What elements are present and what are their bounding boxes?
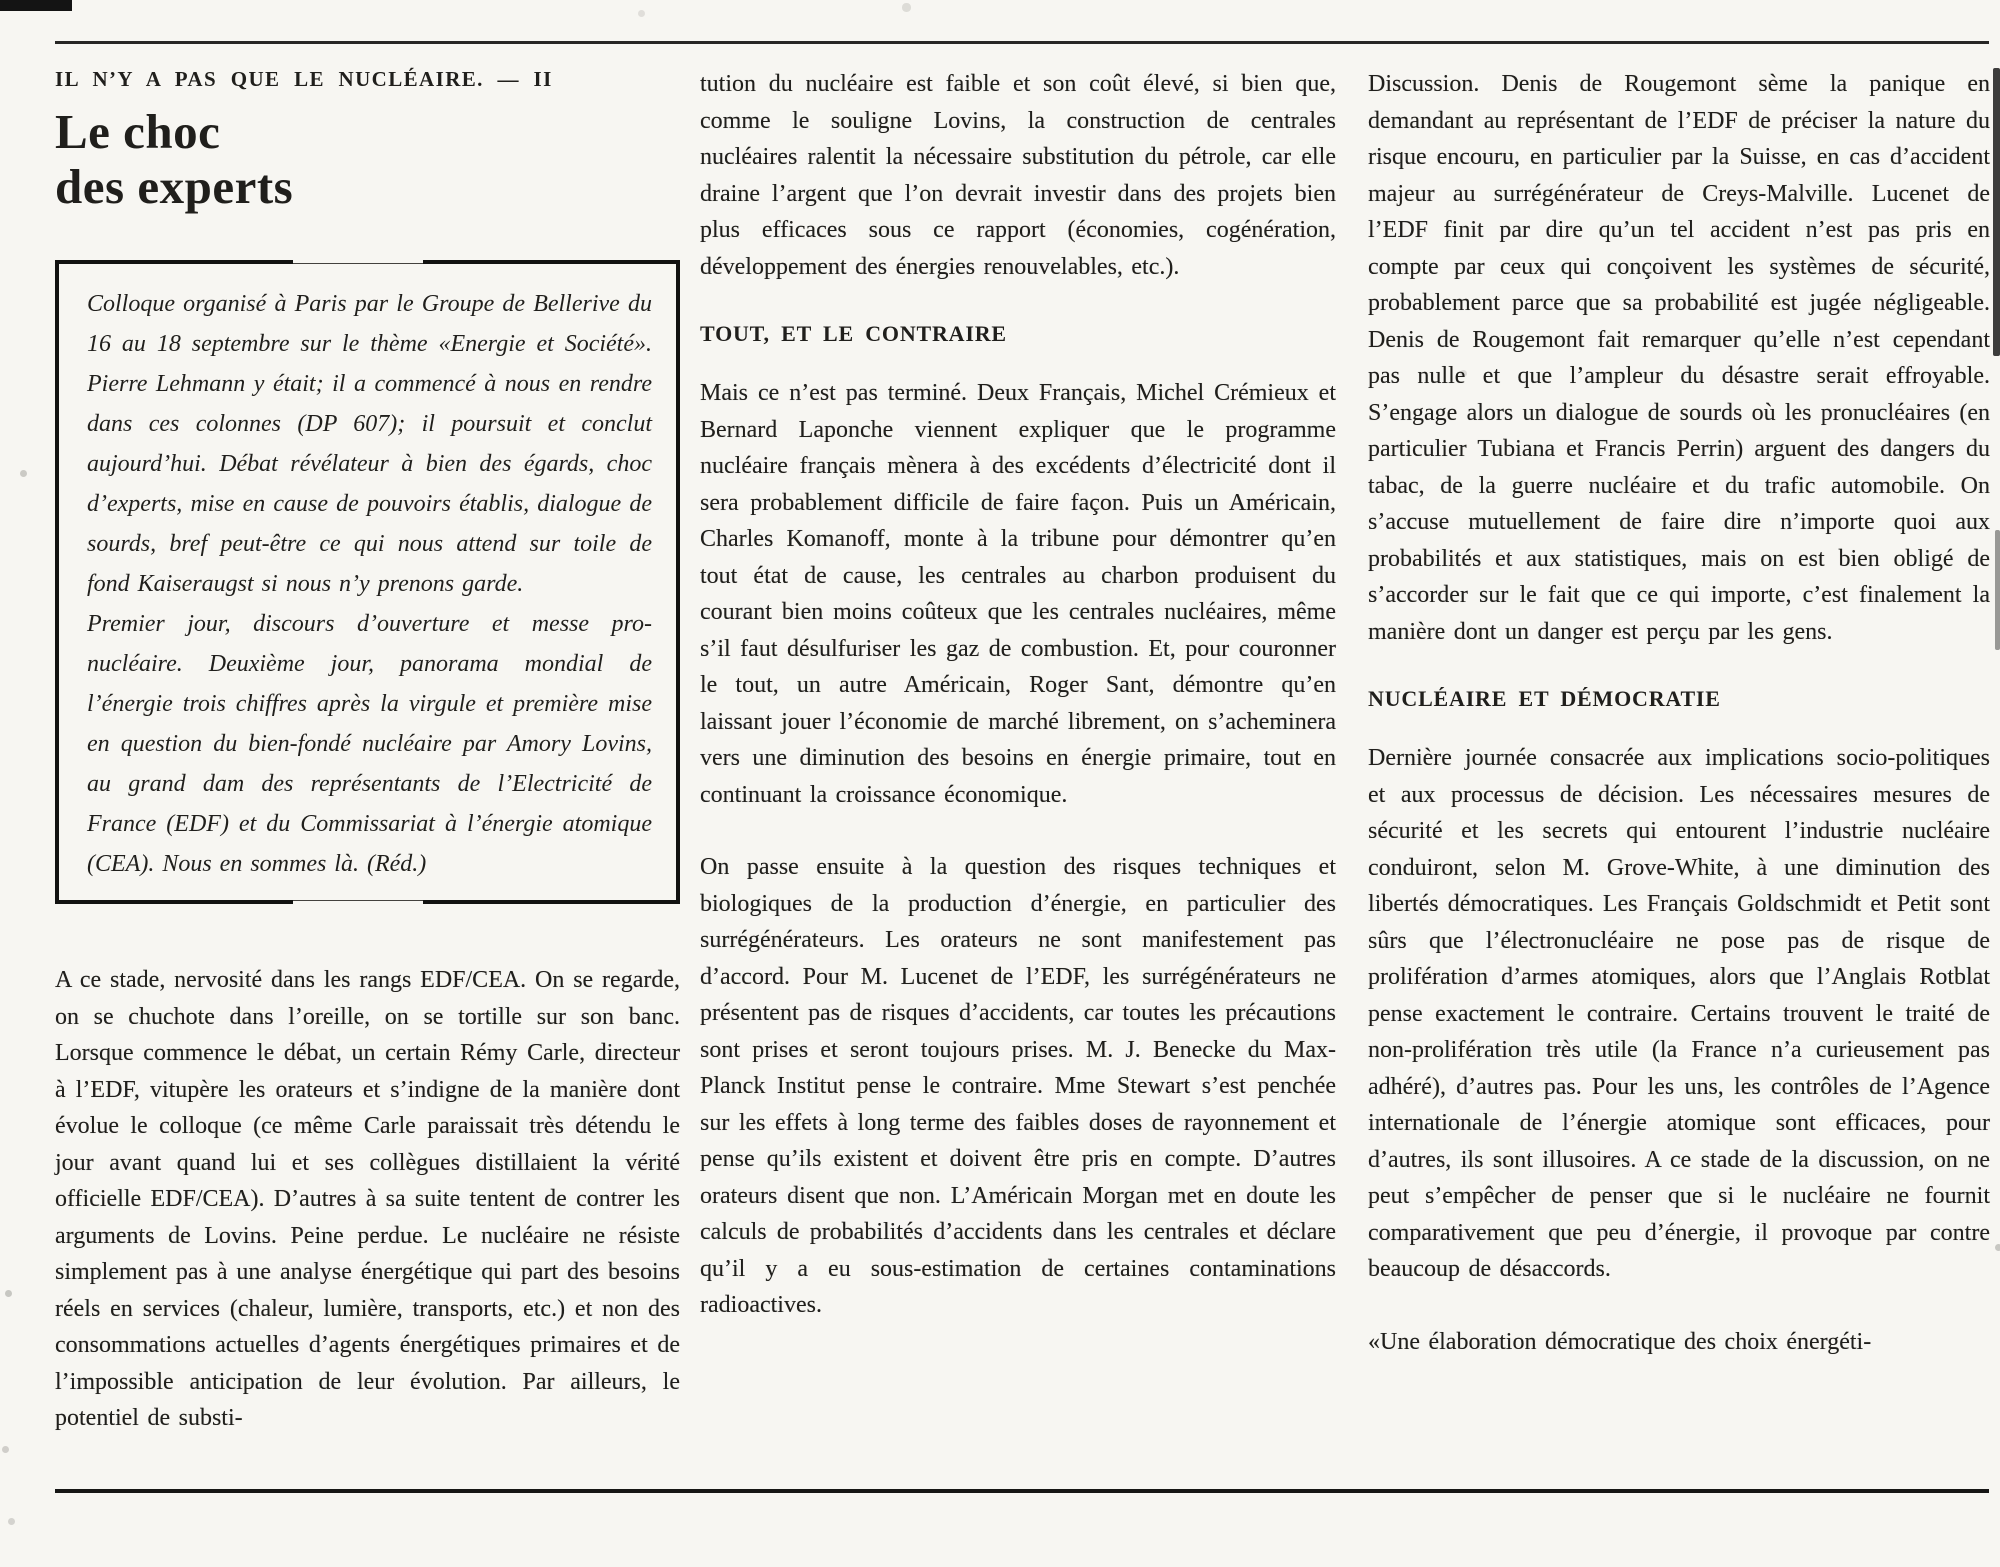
- section-heading-nucleaire-et-democratie: NUCLÉAIRE ET DÉMOCRATIE: [1368, 686, 1721, 711]
- body-paragraph: tution du nucléaire est faible et son coût élevé, si bien que, comme le souligne Lovins, la construction de centrales nucléaires ralentit la nécessaire substitution du pétrole, car elle draine l’argent que l’on devrait investir dans des projets bien plus efficaces sous ce rapport (économies, cogénération, développement des énergies renouvelables, etc.).: [700, 71, 1336, 280]
- body-paragraph: Dernière journée consacrée aux implications socio-politiques et aux processus de décision. Les nécessaires mesures de sécurité et les secrets qui entourent l’industrie nucléaire conduiront, selon M. Grove-White, à une diminution des libertés démocratiques. Les Français Goldschmidt et Petit sont sûrs que l’électronucléaire ne pose pas de risque de prolifération d’armes atomiques, alors que l’Anglais Rotblat pense exactement le contraire. Certains trouvent le traité de non-prolifération très utile (la France n’a curieusement pas adhéré), d’autres pas. Pour les uns, les contrôles de l’Agence internationale de l’énergie atomique sont efficaces, pour d’autres, ils sont illusoires. A ce stade de la discussion, on ne peut s’empêcher de penser que si le nucléaire ne fournit comparativement que peu d’énergie, il provoque par contre beaucoup de désaccords.: [1368, 745, 1990, 1282]
- body-paragraph: A ce stade, nervosité dans les rangs EDF/CEA. On se regarde, on se chuchote dans l’oreille, on se tortille sur son banc. Lorsque commence le débat, un certain Rémy Carle, directeur à l’EDF, vitupère les orateurs et s’indigne de la manière dont évolue le colloque (ce même Carle paraissait très détendu le jour avant quand lui et ses collègues distillaient la vérité officielle EDF/CEA). D’autres à sa suite tentent de contrer les arguments de Lovins. Peine perdue. Le nucléaire ne résiste simplement pas à une analyse énergétique qui part des besoins réels en services (chaleur, lumière, transports, etc.) et non des consommations actuelles d’agents énergétiques primaires et de l’impossible anticipation de leur évolution. Par ailleurs, le potentiel de substi-: [55, 967, 680, 1431]
- body-paragraph: Mais ce n’est pas terminé. Deux Français, Michel Crémieux et Bernard Laponche viennent expliquer que le programme nucléaire français mènera à des excédents d’électricité dont il sera probablement difficile de faire façon. Puis un Américain, Charles Komanoff, monte à la tribune pour démontrer qu’en tout état de cause, les centrales au charbon produisent du courant bien moins coûteux que les centrales nucléaires, même s’il faut désulfuriser les gaz de combustion. Et, pour couronner le tout, un autre Américain, Roger Sant, démontre qu’en laissant jouer l’économie de marché librement, on s’acheminera vers une diminution des besoins en énergie primaire, tout en continuant la croissance économique.: [700, 380, 1336, 808]
- top-rule: [55, 41, 1989, 44]
- title-line-2: des experts: [55, 159, 294, 214]
- scan-edge-artifact: [1993, 68, 2000, 356]
- body-paragraph: On passe ensuite à la question des risques techniques et biologiques de la production d’énergie, en particulier des surrégénérateurs. Les orateurs ne sont manifestement pas d’accord. Pour M. Lucenet de l’EDF, les surrégénérateurs ne présentent pas de risques d’accidents, car toutes les précautions sont prises et seront toujours prises. M. J. Benecke du Max-Planck Institut pense le contraire. Mme Stewart s’est penchée sur les effets à long terme des faibles doses de rayonnement et pense qu’ils existent et doivent être pris en compte. D’autres orateurs disent que non. L’Américain Morgan met en doute les calculs de probabilités d’accidents dans les centrales et déclare qu’il y a eu sous-estimation de certaines contaminations radioactives.: [700, 854, 1336, 1318]
- kicker: IL N’Y A PAS QUE LE NUCLÉAIRE. — II: [55, 67, 553, 91]
- title-line-1: Le choc: [55, 104, 221, 159]
- lede-paragraph: Premier jour, discours d’ouverture et messe pro-nucléaire. Deuxième jour, panorama mondial de l’énergie trois chiffres après la virgule et première mise en question du bien-fondé nucléaire par Amory Lovins, au grand dam des représentants de l’Electricité de France (EDF) et du Commissariat à l’énergie atomique (CEA). Nous en sommes là. (Réd.): [87, 611, 652, 877]
- lede-paragraph: Colloque organisé à Paris par le Groupe de Bellerive du 16 au 18 septembre sur le thème «Energie et Société». Pierre Lehmann y était; il a commencé à nous en rendre dans ces colonnes (DP 607); il poursuit et conclut aujourd’hui. Débat révélateur à bien des égards, choc d’experts, mise en cause de pouvoirs établis, dialogue de sourds, bref peut-être ce qui nous attend sur toile de fond Kaiseraugst si nous n’y prenons garde.: [87, 291, 652, 597]
- page-title: [55, 104, 680, 214]
- section-heading-tout-et-le-contraire: TOUT, ET LE CONTRAIRE: [700, 321, 1007, 346]
- column-left: [55, 66, 680, 1437]
- box-border-gap: [293, 900, 423, 904]
- body-paragraph: Discussion. Denis de Rougemont sème la panique en demandant au représentant de l’EDF de préciser la nature du risque encouru, en particulier par la Suisse, en cas d’accident majeur au surrégénérateur de Creys-Malville. Lucenet de l’EDF finit par dire qu’un tel accident n’est pas pris en compte par ceux qui conçoivent les systèmes de sécurité, probablement parce que sa probabilité est jugée négligeable. Denis de Rougemont fait remarquer qu’elle n’est cependant pas nulle et que l’ampleur du désastre serait effroyable. S’engage alors un dialogue de sourds où les pronucléaires (en particulier Tubiana et Francis Perrin) arguent des dangers du tabac, de la guerre nucléaire et du trafic automobile. On s’accuse mutuellement de faire dire n’importe quoi aux probabilités et aux statistiques, mais on est bien obligé de s’accorder sur le fait que ce qui importe, c’est finalement la manière dont un danger est perçu par les gens.: [1368, 71, 1990, 645]
- body-paragraph quote-start: «Une élaboration démocratique des choix énergéti-: [1368, 1328, 1872, 1355]
- column-right: [1368, 66, 1990, 1360]
- left-column-body: [55, 962, 680, 1437]
- middle-column-body: [700, 66, 1336, 1324]
- scan-noise: [0, 0, 3, 3]
- lede-box: [55, 260, 680, 904]
- box-border-gap: [293, 260, 423, 264]
- column-middle: [700, 66, 1336, 1324]
- scan-edge-artifact: [1995, 530, 2000, 650]
- bottom-rule: [55, 1489, 1989, 1493]
- right-column-body: [1368, 66, 1990, 1360]
- scan-corner-mark: [0, 0, 72, 11]
